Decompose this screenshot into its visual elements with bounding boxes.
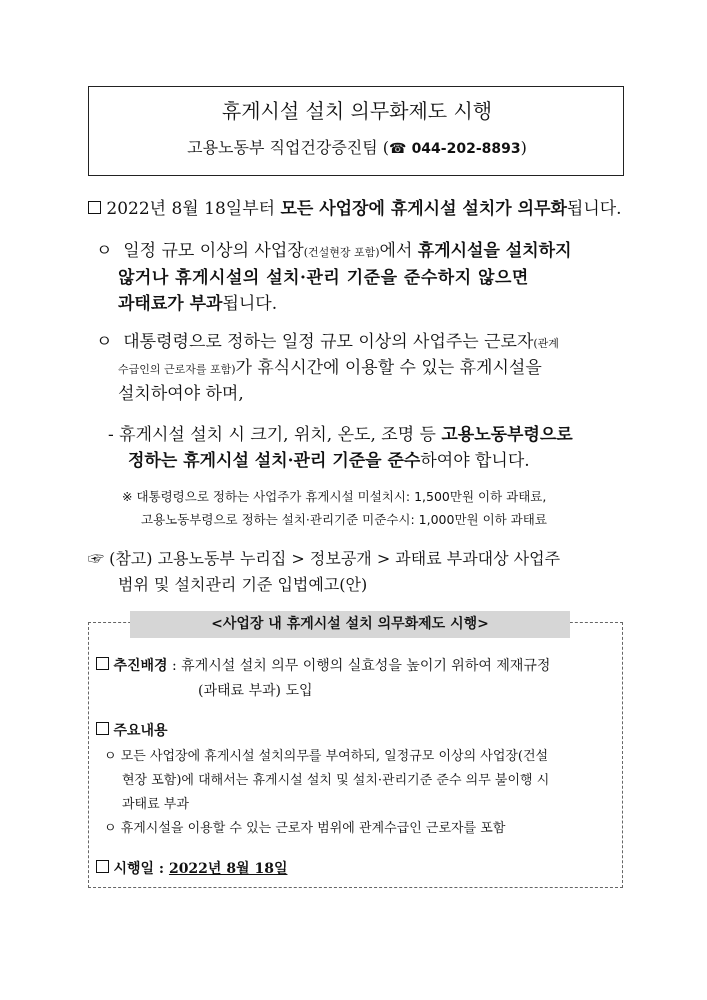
bullet1-note: (건설현장 포함) <box>303 246 380 259</box>
effective-date-separator: : <box>154 861 169 877</box>
bullet1-emphasis: 휴게시설을 설치하지 <box>417 241 572 261</box>
bullet-marker: ㅇ <box>96 332 113 352</box>
intro-end: 됩니다. <box>566 199 622 219</box>
background-line1 <box>96 655 550 675</box>
dash-emphasis: 고용노동부령으로 <box>441 425 573 445</box>
page-title: 휴게시설 설치 의무화제도 시행 <box>221 99 493 123</box>
pointing-hand-icon: ☞ <box>88 549 105 568</box>
main-item1-line3: 과태료 부과 <box>122 797 189 812</box>
paren-close: ) <box>520 138 527 157</box>
background-text: : 휴게시설 설치 의무 이행의 실효성을 높이기 위하여 제재규정 <box>167 658 551 674</box>
bullet2-line2 <box>118 353 542 378</box>
effective-date-value: 2022년 8월 18일 <box>168 861 288 877</box>
reference-line2: 범위 및 설치관리 기준 입법예고(안) <box>118 575 368 594</box>
dash-line1 <box>108 420 573 445</box>
bullet1-line2: 않거나 휴게시설의 설치·관리 기준을 준수하지 않으면 <box>118 268 529 288</box>
department-name: 고용노동부 직업건강증진팀 ( <box>187 138 390 157</box>
intro-emphasis: 모든 사업장에 휴게시설 설치가 의무화 <box>280 199 567 219</box>
main-content-heading <box>96 720 168 740</box>
bullet2-text-2: 가 휴식시간에 이용할 수 있는 휴게시설을 <box>235 358 542 378</box>
bullet2-note: (관계 <box>533 337 559 350</box>
reference-line1 <box>88 546 560 569</box>
dash-end: 하여야 합니다. <box>420 451 530 471</box>
bullet2-line3: 설치하여야 하며, <box>118 384 244 404</box>
intro-date: 2022년 8월 18일부터 <box>106 199 281 219</box>
checkbox-square-icon <box>88 201 101 214</box>
background-label: 추진배경 <box>113 658 168 674</box>
telephone-icon: ☎ <box>389 141 407 157</box>
summary-box-title: <사업장 내 휴게시설 설치 의무화제도 시행> <box>130 611 570 638</box>
main-item1-line1: ㅇ 모든 사업장에 휴게시설 설치의무를 부여하되, 일정규모 이상의 사업장(건설 <box>104 749 549 764</box>
bullet1-line1 <box>96 236 572 261</box>
bullet1-line3 <box>118 289 277 314</box>
phone-number: 044-202-8893 <box>411 141 521 157</box>
checkbox-square-icon <box>96 860 109 873</box>
main-item1-line2: 현장 포함)에 대해서는 휴게시설 설치 및 설치·관리기준 준수 의무 불이행 시 <box>122 773 550 788</box>
effective-date-label: 시행일 <box>113 861 155 877</box>
dash-text: - 휴게시설 설치 시 크기, 위치, 온도, 조명 등 <box>108 425 442 445</box>
dash-line2 <box>128 446 530 471</box>
checkbox-square-icon <box>96 657 109 670</box>
fine-note-line2: 고용노동부령으로 정하는 설치·관리기준 미준수시: 1,000만원 이하 과태료 <box>141 512 547 527</box>
effective-date-line <box>96 858 287 878</box>
bullet1-text: 일정 규모 이상의 사업장 <box>123 241 304 261</box>
checkbox-square-icon <box>96 722 109 735</box>
dash-emphasis-2: 정하는 휴게시설 설치·관리 기준을 준수 <box>128 451 421 471</box>
main-item2: ㅇ 휴게시설을 이용할 수 있는 근로자 범위에 관계수급인 근로자를 포함 <box>104 821 506 836</box>
bullet-marker: ㅇ <box>96 241 113 261</box>
bullet2-line1 <box>96 327 559 352</box>
reference-text: (참고) 고용노동부 누리집 > 정보공개 > 과태료 부과대상 사업주 <box>109 549 561 568</box>
bullet1-end: 됩니다. <box>222 294 278 314</box>
fine-note-line1: ※ 대통령령으로 정하는 사업주가 휴게시설 미설치시: 1,500만원 이하 과태료, <box>122 489 547 504</box>
background-line2: (과태료 부과) 도입 <box>198 683 313 699</box>
department-contact <box>89 135 625 158</box>
bullet1-text-2: 에서 <box>379 241 418 261</box>
bullet1-fine-emphasis: 과태료가 부과 <box>118 294 223 314</box>
intro-line <box>88 194 622 219</box>
title-box <box>88 86 624 176</box>
bullet2-note-2: 수급인의 근로자를 포함) <box>118 363 236 376</box>
bullet2-text: 대통령령으로 정하는 일정 규모 이상의 사업주는 근로자 <box>123 332 534 352</box>
main-content-label: 주요내용 <box>113 723 168 739</box>
